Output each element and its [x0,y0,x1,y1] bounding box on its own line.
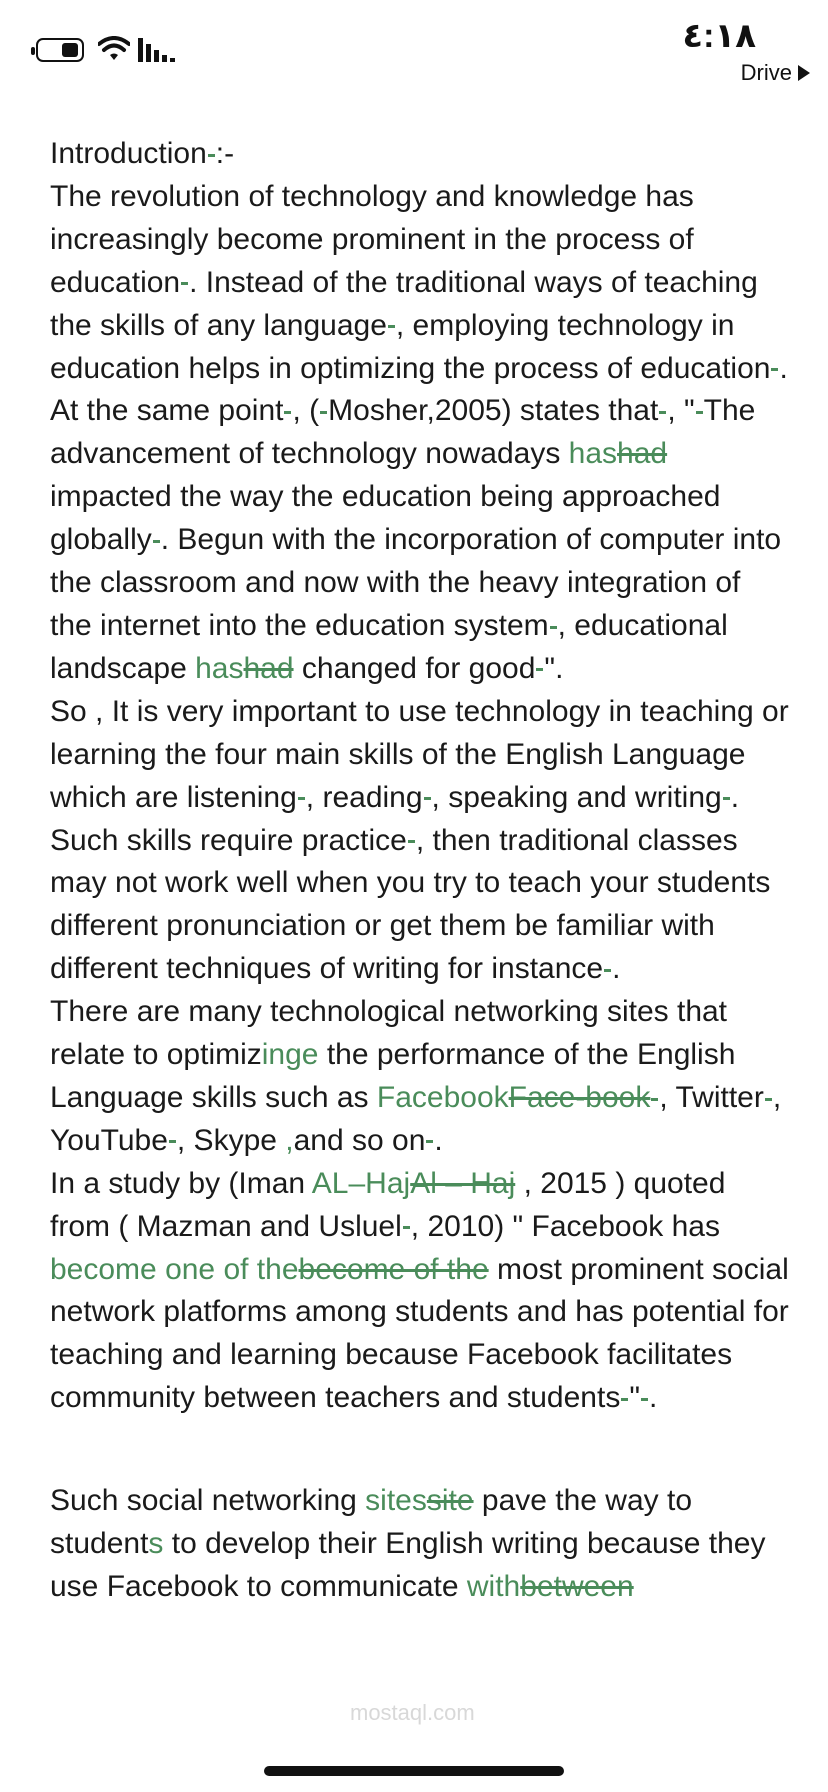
insertion: s [148,1527,164,1561]
change-marker [651,1098,658,1101]
text-run: the performance of the English Language skills such as [50,1038,736,1114]
change-marker [403,1226,410,1229]
back-to-drive-label: Drive [740,60,792,85]
change-marker [696,411,703,414]
text-run: So , It is very important to use technology in teaching or learning the four main skills of the English Language which are listening [50,694,789,814]
wifi-icon [98,36,130,62]
insertion: has [195,651,244,685]
change-marker [536,668,543,671]
change-marker [284,411,291,414]
change-marker [320,411,327,414]
change-marker [765,1098,772,1101]
deletion: had [243,651,294,685]
change-marker [550,626,557,629]
insertion: become one of the [50,1252,299,1286]
change-marker [641,1398,648,1401]
text-run: pave the way to student [50,1484,693,1561]
insertion: inge [261,1038,319,1072]
text-run: Such social networking [50,1484,366,1518]
paragraph-2 [50,390,790,690]
paragraph-3 [50,691,790,991]
status-bar [0,0,828,92]
paragraph-1 [50,176,790,391]
deletion: become of the [298,1252,489,1286]
change-marker [604,969,611,972]
text-run: changed for good [293,651,536,685]
change-marker [771,368,778,371]
change-marker [426,1140,433,1143]
change-marker [659,411,666,414]
signal-icon [138,38,178,62]
text-run: , educational landscape [50,608,728,685]
text-run: , " [667,394,695,428]
deletion: had [617,437,668,471]
home-indicator[interactable] [264,1766,564,1776]
text-run: , reading [305,780,423,814]
text-run: Introduction [50,137,207,170]
text-run: , then traditional classes may not work well when you try to teach your students different pronunciation or get them be familiar with different techniques of writing for instance [50,823,771,986]
text-run: , speaking and writing [431,780,722,814]
paragraph-4 [50,991,790,1163]
text-run: , Skype [176,1123,286,1157]
text-run: . Such skills require practice [50,780,740,857]
text-run: , ( [292,394,320,428]
change-marker [208,154,215,157]
text-run: and so on [293,1123,426,1157]
change-marker [181,282,188,285]
change-marker [298,797,305,800]
text-run: . [434,1123,443,1157]
text-run: ". [544,651,564,685]
play-icon [798,65,810,81]
text-run: , employing technology in education helps in optimizing the process of education [50,308,771,385]
text-run: In a study by (Iman [50,1166,312,1200]
text-run: . [779,351,788,385]
watermark: mostaql.com [350,1700,475,1725]
text-run: . Instead of the traditional ways of teaching the skills of any language [50,265,758,342]
insertion: has [568,437,618,471]
battery-icon [36,38,84,62]
insertion: sites [365,1484,427,1518]
deletion: Face-book [508,1080,651,1114]
back-to-drive-button[interactable] [741,60,810,86]
change-marker [153,540,160,543]
text-run: There are many technological networking sites that relate to optimiz [50,995,728,1072]
insertion: AL–Haj [311,1166,411,1200]
text-run: to develop their English writing because they use Facebook to communicate [50,1527,766,1603]
paragraph-6 [50,1480,790,1609]
change-marker [723,797,730,800]
deletion: Al – Haj [410,1166,516,1200]
text-run: The advancement of technology nowadays [50,394,756,471]
change-marker [424,797,431,800]
text-run: , 2015 ) quoted from ( Mazman and Usluel [50,1166,726,1243]
text-run: , YouTube [50,1080,782,1157]
insertion: with [466,1570,521,1603]
status-time: ٤:١٨ [682,17,756,55]
deletion: between [520,1570,634,1603]
text-run: The revolution of technology and knowledge has increasingly become prominent in the process of education [50,179,694,299]
text-run: most prominent social network platforms among students and has potential for teaching and learning because Facebook facilitates community between teachers and students [50,1252,789,1415]
text-run: :- [215,137,235,170]
change-marker [621,1398,628,1401]
change-marker [388,325,395,328]
text-run: , Twitter [659,1080,764,1114]
text-run: Mosher,2005) states that [328,394,659,428]
document-body[interactable] [50,133,790,1609]
text-run: At the same point [50,394,284,428]
insertion: , [285,1123,294,1157]
intro-heading [50,133,790,176]
insertion: Facebook [376,1080,509,1114]
text-run: . [612,952,621,986]
paragraph-5 [50,1163,790,1420]
change-marker [169,1140,176,1143]
change-marker [408,840,415,843]
text-run: . Begun with the incorporation of computer into the classroom and now with the heavy integration of the internet into the education system [50,523,782,642]
text-run: impacted the way the education being approached globally [50,480,721,557]
text-run: . [648,1381,658,1415]
deletion: site [426,1484,474,1518]
text-run: , 2010) " Facebook has [410,1209,720,1243]
text-run: " [629,1381,640,1415]
